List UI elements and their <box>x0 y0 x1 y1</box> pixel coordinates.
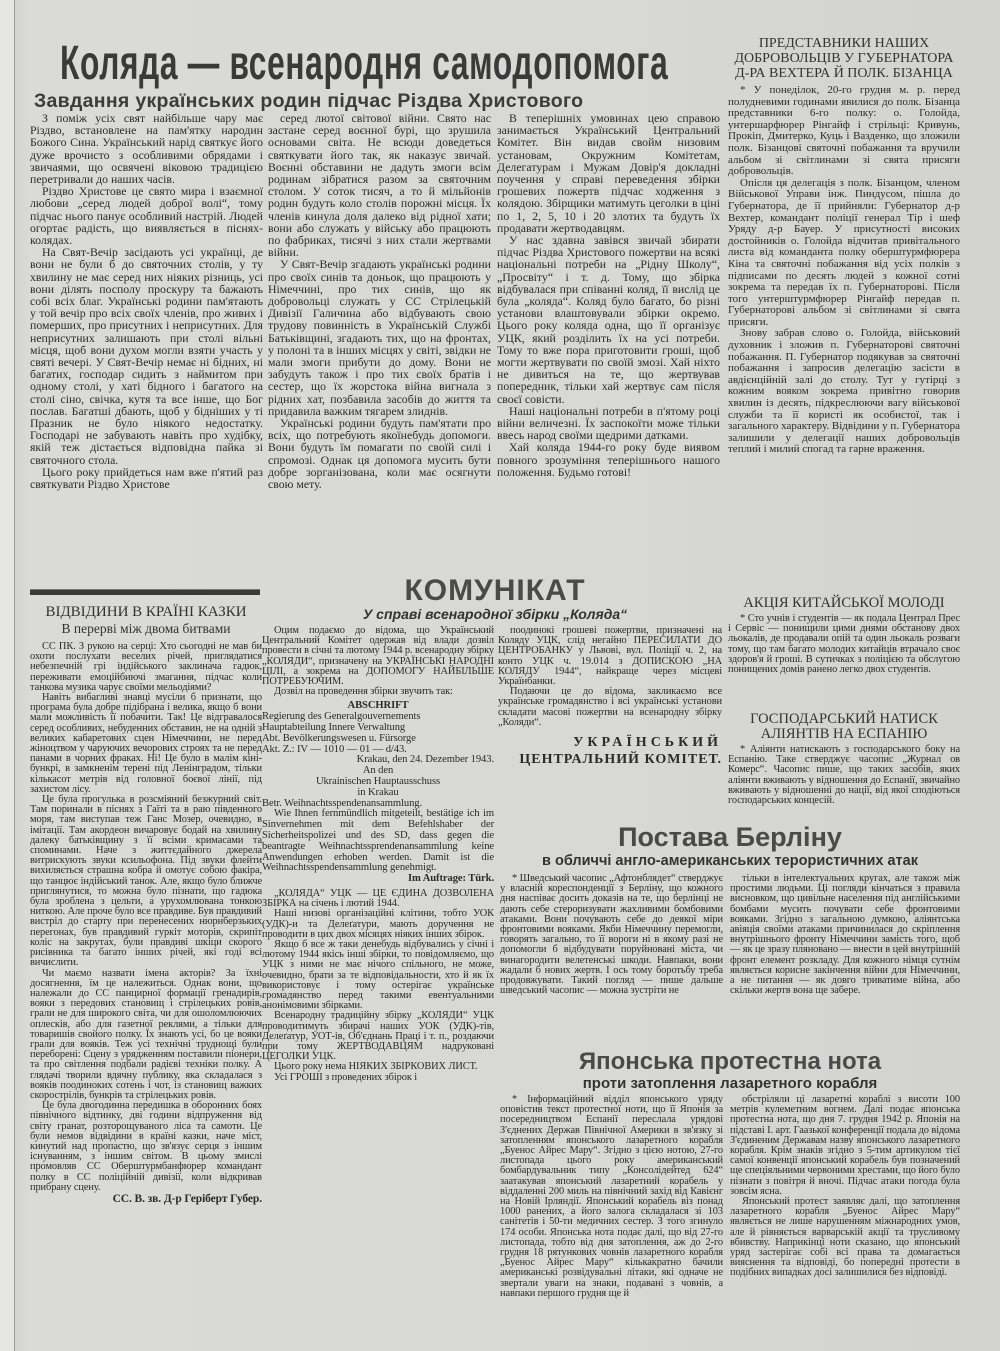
paragraph: Всенародну традиційну збірку „КОЛЯДИ“ УЦК проводитимуть збирачі наших УОК (УДК)-тів, Делеґатур, УОТ-ів, Об'єднань Праці і т. п., роздаючи при тому ЖЕРТВОДАВЦЯМ надруковані ЦЕГОЛКИ УЦК. <box>262 1010 494 1063</box>
paragraph: Це була двогодинна передишка в оборонних боях північного відтинку, дві години відпруження від світу гранат, розторощуваного ліса та самоти. Це були немов відвідини в країні казки, наче міст, кинутий над пропастю, що зв'язує серця з іншим існуванням, з іншим світом. В цьому змислі промовляв СС Оберштурмбанфюрер командант полку в СС поліційній дивізії, коли відкривав прибрану сцену. <box>30 1100 262 1193</box>
japan-column-2 <box>730 1095 960 1279</box>
paragraph: Опісля ця делегація з полк. Бізанцом, членом Військової Управи інж. Пиндусом, пішла до Губернатора, де її прийняли: Губернатор д-р Вехтер, командант поліції генерал Тір і шеф Уряду д-р Бауер. У присутності високих достойників о. Голойда відчитав привітального листа від команданта полку оберштурмфюрера Кіна та святочні побажання від усіх полків з підписами по десять людей з кожної сотні зокрема та передав їх п. Губернаторові. Після того унтерштурмфюрер Рінгайф передав п. Губернаторові альбом зі світлинами зі свята присяги. <box>728 176 960 328</box>
berlin-subtitle: в обличчі англо-американських терористичних атак <box>542 853 918 869</box>
spain-title: ГОСПОДАРСЬКИЙ НАТИСК АЛІЯНТІВ НА ЕСПАНІЮ <box>750 711 938 742</box>
paragraph: Чи маємо назвати імена акторів? За їхні досягнення, їм це належиться. Однак вони, що належали до СС панцирної формації гренадирів, вояки з передових становищ і стрілецьких ровів, грали не для широкого світа, чи для ошоломлюючих оплесків, або для газетної реклями, а тільки для товаришів свойого полку. Їх знають усі, бо це вояки грали для вояків. Теж усі технічні труднощі були переборені: Сцену з урядженням поставили піонери, та про світлення подбали радієві техніки полку. А глядачі творили вдячну публику, яка складалася з вояків поодиноких сотень і чот, із становищ важких скорострілів, бункрів та стрілецьких ровів. <box>30 967 262 1101</box>
japan-column-1 <box>500 1095 723 1299</box>
paragraph: обстріляли ці лазаретні кораблі з висоти 100 метрів кулеметним вогнем. Далі подає японська протестна нота, що дня 7. грудня 1942 р. Японія на підставі І. арт. Гаазької конференції подала до відома З'єдиненим Державам назву японського лазаретного корабля. Крім знаків згідно з 5-тим артикулом тієї самої конвенції японський корабель був позначений ще спеціяльними червоними хрестами, що його було пізнати з повітря й вночі. Підчас атаки погода була зовсім ясна. <box>730 1094 960 1197</box>
communique-german-permit <box>262 701 494 885</box>
paragraph: Японський протест заявляє далі, що затоплення лазаретного корабля „Буенос Айрес Мару“ являється не лише нарушенням міжнародних умов, але й рівняється варварській акції та трусливому вбивству. Наприкінці ноти сказано, що японський уряд застерігає собі всі права та домагається вияснення та відповіді, бо попередні протести в подібних випадках досі залишилися без відповіді. <box>730 1196 960 1279</box>
column-divider-rule <box>30 589 260 595</box>
communique-body-b <box>498 626 722 728</box>
communique-title: КОМУНІКАТ <box>404 574 586 607</box>
paragraph: У Свят-Вечір згадають українські родини про своїх синів та доньок, що працюють у Німеччині, про тих синів, що як добровольці служать у СС Стрілецькій Дивізії Галичина або відбувають свою трудову повинність в Українській Службі Батьківщині, згадають тих, що на фронтах, у полоні та в інших місцях у світі, звідки не мали змоги прибути до дому. Вони не забудуть також і про тих своїх братів і сестер, що їх жорстока війна вигнала з рідних хат, позбавила засобів до життя та придавила важким тягарем злиднів. <box>268 257 491 418</box>
paragraph: Навіть вибагливі знавці мусіли б признати, що програма була добре підібрана і велика, якщо б вони мали можливість її побачити. Так! Це відгравалося серед особливих, небуденних обставин, не на одній з великих кабаретових сцен Німеччини, не перед жіноцтвом у чаруючих вечорових строях та не перед панами в чорних фраках. Ні! Це було в малім кіні-бункрі, в замкненім терені під Ленінградом, тільки кількасот метрів від головної боєвої лінії, під захистом лісу. <box>30 692 262 795</box>
japan-subtitle: проти затоплення лазаретного корабля <box>582 1075 878 1092</box>
main-article-column-3 <box>497 112 720 478</box>
paragraph: „КОЛЯДА“ УЦК — ЦЕ ЄДИНА ДОЗВОЛЕНА ЗБІРКА на січень і лютий 1944. <box>262 887 494 910</box>
paragraph: У нас здавна завівся звичай збирати підчас Різдва Христового пожертви на всякі національні потреби на „Рідну Школу“, „Просвіту“ і т. д. Тому, що збірка відбувалася при співанні коляд, її вислід це була „коляда“. Коляд було багато, бо різні установи влаштовували збірки окремо. Цього року коляда одна, що її організує УЦК, який розділить їх на усі потреби. Тому то вже пора приготовити гроші, щоб могти жертвувати по своїй змозі. Хай ніхто не дивиться на те, що жертвував попередник, тільки хай жертвує сам після своєї совісти. <box>497 233 720 406</box>
fairy-tale-body <box>30 642 262 1193</box>
paragraph: Abt. Bevölkerungswesen u. Fürsorge <box>262 732 416 744</box>
paragraph: Оцим подаємо до відома, що Український Центральний Комітет одержав від влади дозвіл провести в січні та лютому 1944 р. всенародну збірку „КОЛЯДИ“, призначену на УКРАЇНСЬКІ НАРОДНІ ЦІЛІ, а зокрема на ДОПОМОГУ НАЙБІЛЬШЕ ПОТРЕБУЮЧИМ. <box>262 625 494 688</box>
volunteers-title: ПРЕДСТАВНИКИ НАШИХ ДОБРОВОЛЬЦІВ У ГУБЕРНАТОРА Д-РА ВЕХТЕРА Й ПОЛК. БІЗАНЦА <box>734 36 954 81</box>
page-edge <box>0 0 15 1351</box>
paragraph: ABSCHRIFT <box>347 700 409 712</box>
paragraph: * Сто учнів і студентів — як подала Централ Прес і Сервіс — понищили цими днями обстанову двох льокалів, де продавали опій та один льокаль розваги тому, що там багато молодих китайців втрачало своє здоров'я й гроші. В сутичках з поліцією та обслугою понищених домів ранено легко двох студентів. <box>728 613 960 676</box>
chinese-youth-body <box>728 614 960 675</box>
paragraph: В теперішніх умовинах цею справою занимається Український Центральний Комітет. Він видав свойм низовим установам, Окружним Комітетам, Делегатурам і Мужам Довір'я докладні поучення у справі переведення збірки грошевих пожертв підчас ходження з колядою. Збірщики матимуть цеголки в ціні по 1, 2, 5, 10 і 20 злотих та будуть їх продавати жертводавцям. <box>497 111 720 235</box>
paragraph: тільки в інтелектуальних кругах, але також між простими людьми. Ці погляди кінчаться з правила висновком, що цивільне населення під англійськими бомбами мусить почувати себе фронтовими вояками. Згідно з загальною думкою, аліянтська авіяція своїми атаками причинилася до скріплення внутрішнього фронту Німеччини замість того, щоб — як це зразу пляновано — внести в цей внутрішній фронт елемент розкладу. Для кожного німця сутнім являється корисне закінчення війни для Німеччини, а не питання — як довго триватиме війна, або скільки жертв вона ще забере. <box>730 873 960 997</box>
fairy-tale-subtitle: В перерві між двома битвами <box>61 621 231 636</box>
paragraph: Наші низові організаційні клітини, тобто УОК (УДК)-и та Делеґатури, мають доручення не проводити в цих двох місяцях ніяких інших збірок. <box>262 908 494 940</box>
paragraph: поодинокі грошеві пожертви, призначені на Коляду УЦК, слід негайно ПЕРЕСИЛАТИ ДО ЦЕНТРОБАНКУ у Львові, вул. Поліції ч. 2, на конто УЦК ч. 19.014 з ДОПИСКОЮ „НА КОЛЯДУ 1944“, найкраще через місцеві Українбанки. <box>498 625 722 688</box>
berlin-column-2 <box>730 874 960 996</box>
main-headline-text: Коляда — всенародня самодопомога <box>60 37 669 90</box>
chinese-youth-article <box>728 596 960 675</box>
paragraph: Im Auftrage: Türk. <box>408 873 494 885</box>
main-article-column-2 <box>268 112 491 490</box>
spain-body <box>728 745 960 806</box>
fairy-tale-title: ВІДВІДИНИ В КРАЇНІ КАЗКИ <box>45 604 247 620</box>
communique-column-2 <box>498 626 722 768</box>
berlin-column-1 <box>500 874 723 996</box>
communique-body-a <box>262 889 494 1083</box>
paragraph: Дозвіл на проведення збірки звучить так: <box>274 686 453 698</box>
communique-signature-line-1: УКРАЇНСЬКИЙ <box>573 735 722 751</box>
paragraph: З поміж усіх свят найбільше чару має Різдво, встановлене на пам'ятку народин Божого Сина. Український нарід святкує його дуже врочисто з особливими обрядами і звичаями, що освячені віковою традицією перетривали до наших часів. <box>30 111 263 187</box>
paragraph: * Аліянти натискають з господарського боку на Еспанію. Таке стверджує часопис „Журнал ов Комерс“. Часопис пише, що таких засобів, яких аліянти вживають у відношення до Еспанії, звичайно вживають у відношенні до нації, від якої сподіються господарських концесій. <box>728 744 960 807</box>
communique-intro <box>262 626 494 697</box>
communique-column-1 <box>262 626 494 1083</box>
paragraph: Хай коляда 1944-го року буде виявом повного зрозуміння теперішнього нашого положення. Будьмо готові! <box>497 440 720 479</box>
paragraph: Подаючи це до відома, закликаємо все українське громадянство і всі українські установи складати масові пожертви на всенародну збірку „Коляди“. <box>498 686 722 728</box>
spain-article <box>728 712 960 806</box>
paragraph: Усі ГРОШІ з проведених збірок і <box>274 1071 418 1083</box>
paragraph: Hauptabteilung Innere Verwaltung <box>262 722 406 734</box>
paragraph: СС ПК. З рукою на серці: Хто сьогодні не мав би охоти послухати веселих річей, приглядатися небезпечній грі індійського заклинача гадюк, переживати емоційбиючі змагання, підчас коли танкова музика чарує своїми мельодіями? <box>30 641 262 693</box>
volunteers-body <box>728 85 960 456</box>
paragraph: in Krakau <box>357 786 399 798</box>
paragraph: * Інформаційний відділ японського уряду оповістив текст протестної ноти, що її Японія за посередництвом Еспанії переслала урядові З'єднених Держав Північної Америки в зв'язку зі затопленням японського лазаретного корабля „Буенос Айрес Мару“. Згідно з цією нотою, 27-го листопада цього року американський бомбардувальник типу „Консолідейтед 624“ заатакував японський лазаретний корабель у віддаленні 200 миль на північний захід від Кавієнг на Новій Ірляндії. Японський корабель віз понад 1000 ранених, а його залога складалася зі 103 санітетів і 50-ти медичних сестер. З того згинуло 174 особи. Японська нота подає далі, що від 27-го листопада, тобто від дня затоплення, аж до 2-го грудня 18 рятункових човнів лазаретного корабля „Буенос Айрес Мару“ кількакратно бачили американські розвідувальні літаки, які одначе не звертали уваги на знаки, подавані з човнів, а навпаки першого грудня ще й <box>500 1094 723 1299</box>
paragraph: Ukrainischen Hauptausschuss <box>315 776 441 787</box>
paragraph: Українські родини будуть пам'ятати про всіх, що потребують якоїнебудь допомоги. Вони будуть їм помагати по своїй силі і спромозі. Однак ця допомога мусить бути добре зорганізована, коли має осягнути свою мету. <box>268 416 491 492</box>
paragraph: * Шведський часопис „Афтонблядет“ стверджує у власній кореспонденції з Берліну, що кожного дня наспіває досить доказів на те, що берлінці не дають себе стероризувати жахливими бомбовими атаками. Вони почувають себе до деякої міри фронтовими вояками. Якби Німеччину перемогли, говорять загально, то її вороги ні в якому разі не допомогли б відбудувати поруйновані міста, чи винагородити велетенські шкоди. Навпаки, вони жадали б нових жертв. І ось тому боротьбу треба продовжувати. Такий погляд — пише дальше шведський часопис — можна зустріти не <box>500 873 723 997</box>
paragraph: Знову забрав слово о. Голойда, військовий духовник і зложив п. Губернаторові святочні побажання. П. Губернатор подякував за святочні побажання і запросив делегацію засісти в авдієнційній залі до столу. Тут у гутірці з кожним вояком зокрема привітно говорив хвилин із десять, підкреслюючи вагу військової служби та її користі як особистої, так і загального характеру. Відвідини у п. Губернатора залишили у делегації наших добровольців теплий і милий спогад та гарне враження. <box>728 327 960 456</box>
main-subheadline: Завдання українських родин підчас Різдва Христового <box>34 90 584 112</box>
communique-signature-line-2: ЦЕНТРАЛЬНИЙ КОМІТЕТ. <box>519 752 722 768</box>
paragraph: An den <box>362 765 394 777</box>
communique-subtitle: У справі всенародної збірки „Коляда“ <box>362 606 628 622</box>
berlin-title: Постава Берліну <box>618 822 842 852</box>
paragraph: Betr. Weihnachtsspendenansammlung. <box>262 797 423 809</box>
paragraph: Якщо б все ж таки денебудь відбувались у січні і лютому 1944 якісь інші збірки, то повідомляємо, що УЦК з ними не має нічого спільного, не може, очевидно, брати за те відповідальности, хто й як їх використовує і тому остерігає українське громадянство перед такими евентуальними анонімовими збірками. <box>262 938 494 1012</box>
volunteers-article <box>728 36 960 456</box>
paragraph: Наші національні потреби в п'ятому році війни величезні. Їх заспокоїти може тільки ввесь народ своїми щедрими датками. <box>497 403 720 443</box>
paragraph: Цього року нема НІЯКИХ ЗБІРКОВИХ ЛИСТ. <box>274 1061 478 1073</box>
fairy-tale-signature: СС. В. зв. Д-р Геріберт Губер. <box>112 1192 262 1205</box>
paragraph: Akt. Z.: IV — 1010 — 01 — d/43. <box>262 743 407 755</box>
main-headline <box>60 36 700 90</box>
paragraph: Цього року прийдеться нам вже п'ятий раз святкувати Різдво Христове <box>30 464 263 492</box>
paragraph: На Свят-Вечір засідають усі українці, де вони не були б до святочних столів, у ту хвилину не має серед них ніяких різниць, усі вони ділять посполу проскуру та бажають собі всіх благ. Українські родини пам'ятають у той вечір про всіх своїх членів, про живих і померших, про присутних і неприсутних. Для неприсутних залишають при столі вільні місця, щоб вони духом могли взяти участь у святі вечері. У Свят-Вечір немає ні бідних, ні багатих, господар сидить з наймитом при одному столі, у хаті бідного і багатого на столі сіно, свічка, кутя та все інше, що Бог послав. Багатші дбають, щоб у бідніших у ті Празник не було ніякого недостатку. Господарі не забувають навіть про худібку, якій теж дістається відповідна пайка зі святочного стола. <box>30 245 263 467</box>
paragraph: Різдво Христове це свято мира і взаємної любови „серед людей доброї волі“, тому підчас нього панує особливий настрій. Людей огортає радість, що виявляється в піснях-колядах. <box>30 184 263 248</box>
fairy-tale-article <box>30 604 262 1206</box>
paragraph: Regierung des Generalgouvernements <box>262 711 421 723</box>
main-article-column-1 <box>30 112 263 490</box>
paragraph: серед лютої світової війни. Свято нас застане серед воєнної бурі, що зрушила основами світа. Не всюди доведеться святкувати його так, як наказує звичай. Воєнні обставини не дадуть змоги всім родинам зібратися разом за святочним столом. У соток тисяч, а то й мільйонів родин будуть коло столів порожні місця. Їх членів кинула доля далеко від рідної хати; вони або служать у війську або працюють по фабриках, тисячі з них стали жертвами війни. <box>268 111 491 260</box>
paragraph: Це була прогулька в розсміяний безжурний світ. Там поринали в піснях з Гаїті та в раю південного моря, там виступав теж Ганс Мозер, очевидно, в імітації. Там акордеон вичаровує бодай на хвилину далеку батьківщину з її всіми кримасами та споминами. Наче з життєдайного джерела витрискують звуки ксильофона. Під звуки флейти вихиляється страшна кобра й омотує собою факіра, що танцює індійський танок. Але, якщо було ближче приглянутися, то можна було пізнати, що гадюка була зроблена з цельти, а урухомлювана тонкою ниткою. Але проче було все правдиве. Був правдивий вистріл до старту при перенесених нюрнберзьких перегонах, був правдивий гуркіт моторів, скрипіт коліс на закрутах, були правдиві шкіци скорого рисівника та багато інших річей, які годі всі вичислити. <box>30 794 262 969</box>
paragraph: Wie Ihnen fernmündlich mitgeteilt, bestätige ich im Sinvernehmen mit dem Befehlshaber der Sicherheitspolizei und des SD, dass gegen die beantragte Weihnachtssprendenansammlung keine Anwendungen erhoben werden. Damit ist die Weihnachtsspendensammlung genehmigt. <box>262 808 494 874</box>
chinese-youth-title: АКЦІЯ КИТАЙСЬКОЇ МОЛОДІ <box>743 595 945 611</box>
japan-title: Японська протестна нота <box>578 1048 882 1075</box>
paragraph: * У понеділок, 20-го грудня м. р. перед полудневими годинами явилися до полк. Бізанца представники 6-го полку: о. Голойда, унтершарфюрер Рінгайф і стрільці: Кривунь, Прокіп, Дмитерко, Куць і Вазденко, що зложили полк. Бізанцові святочні побажання та вручили альбом зі світлинами зі свята присяги добровольців. <box>728 84 960 178</box>
paragraph: Krakau, den 24. Dezember 1943. <box>356 754 494 766</box>
